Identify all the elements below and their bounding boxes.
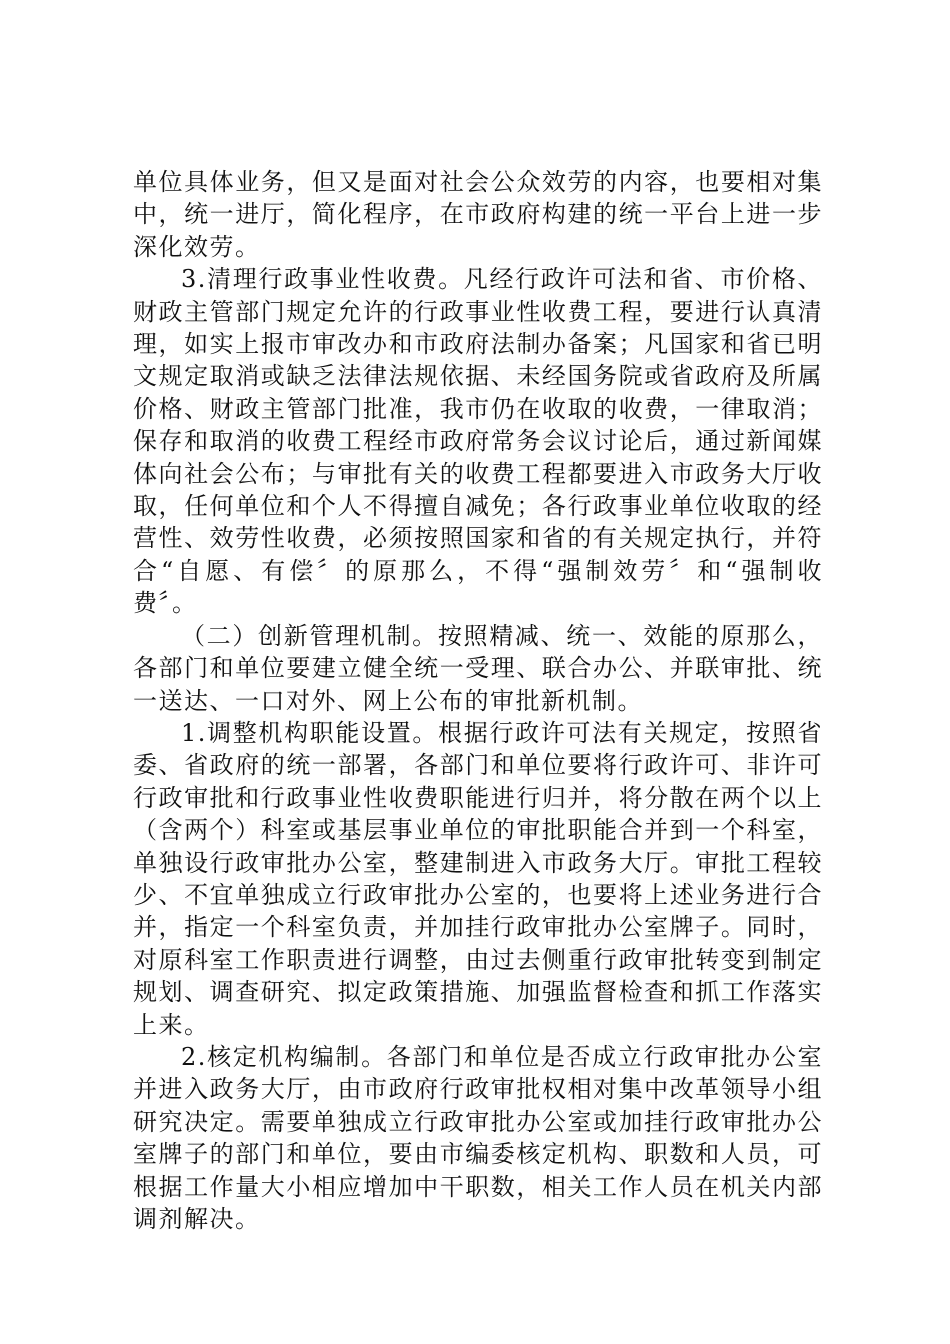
paragraph-adjust-functions: 1.调整机构职能设置。根据行政许可法有关规定，按照省委、省政府的统一部署，各部门和单位要将行政许可、非许可行政审批和行政事业性收费职能进行归并，将分散在两个以上（含两个）科室或基层事业单位的审批职能合并到一个科室，单独设行政审批办公室，整建制进入市政务大厅。审批工程较少、不宜单独成立行政审批办公室的，也要将上述业务进行合并，指定一个科室负责，并加挂行政审批办公室牌子。同时，对原科室工作职责进行调整，由过去侧重行政审批转变到制定规划、调查研究、拟定政策措施、加强监督检查和抓工作落实上来。 — [133, 718, 823, 1039]
document-body — [133, 166, 823, 1235]
paragraph-staffing: 2.核定机构编制。各部门和单位是否成立行政审批办公室并进入政务大厅，由市政府行政审批权相对集中改革领导小组研究决定。需要单独成立行政审批办公室或加挂行政审批办公室牌子的部门和单位，要由市编委核定机构、职数和人员，可根据工作量大小相应增加中干职数，相关工作人员在机关内部调剂解决。 — [133, 1042, 823, 1233]
paragraph-continuation: 单位具体业务，但又是面对社会公众效劳的内容，也要相对集中，统一进厅，简化程序，在市政府构建的统一平台上进一步深化效劳。 — [133, 168, 823, 261]
paragraph-innovation-mechanism: （二）创新管理机制。按照精减、统一、效能的原那么，各部门和单位要建立健全统一受理、联合办公、并联审批、统一送达、一口对外、网上公布的审批新机制。 — [133, 621, 823, 715]
paragraph-fee-cleanup: 3.清理行政事业性收费。凡经行政许可法和省、市价格、财政主管部门规定允许的行政事业性收费工程，要进行认真清理，如实上报市审改办和市政府法制办备案；凡国家和省已明文规定取消或缺乏法律法规依据、未经国务院或省政府及所属价格、财政主管部门批准，我市仍在收取的收费，一律取消；保存和取消的收费工程经市政府常务会议讨论后，通过新闻媒体向社会公布；与审批有关的收费工程都要进入市政务大厅收取，任何单位和个人不得擅自减免；各行政事业单位收取的经营性、效劳性收费，必须按照国家和省的有关规定执行，并符合“自愿、有偿〞的原那么，不得“强制效劳〞和“强制收费〞。 — [133, 265, 823, 618]
